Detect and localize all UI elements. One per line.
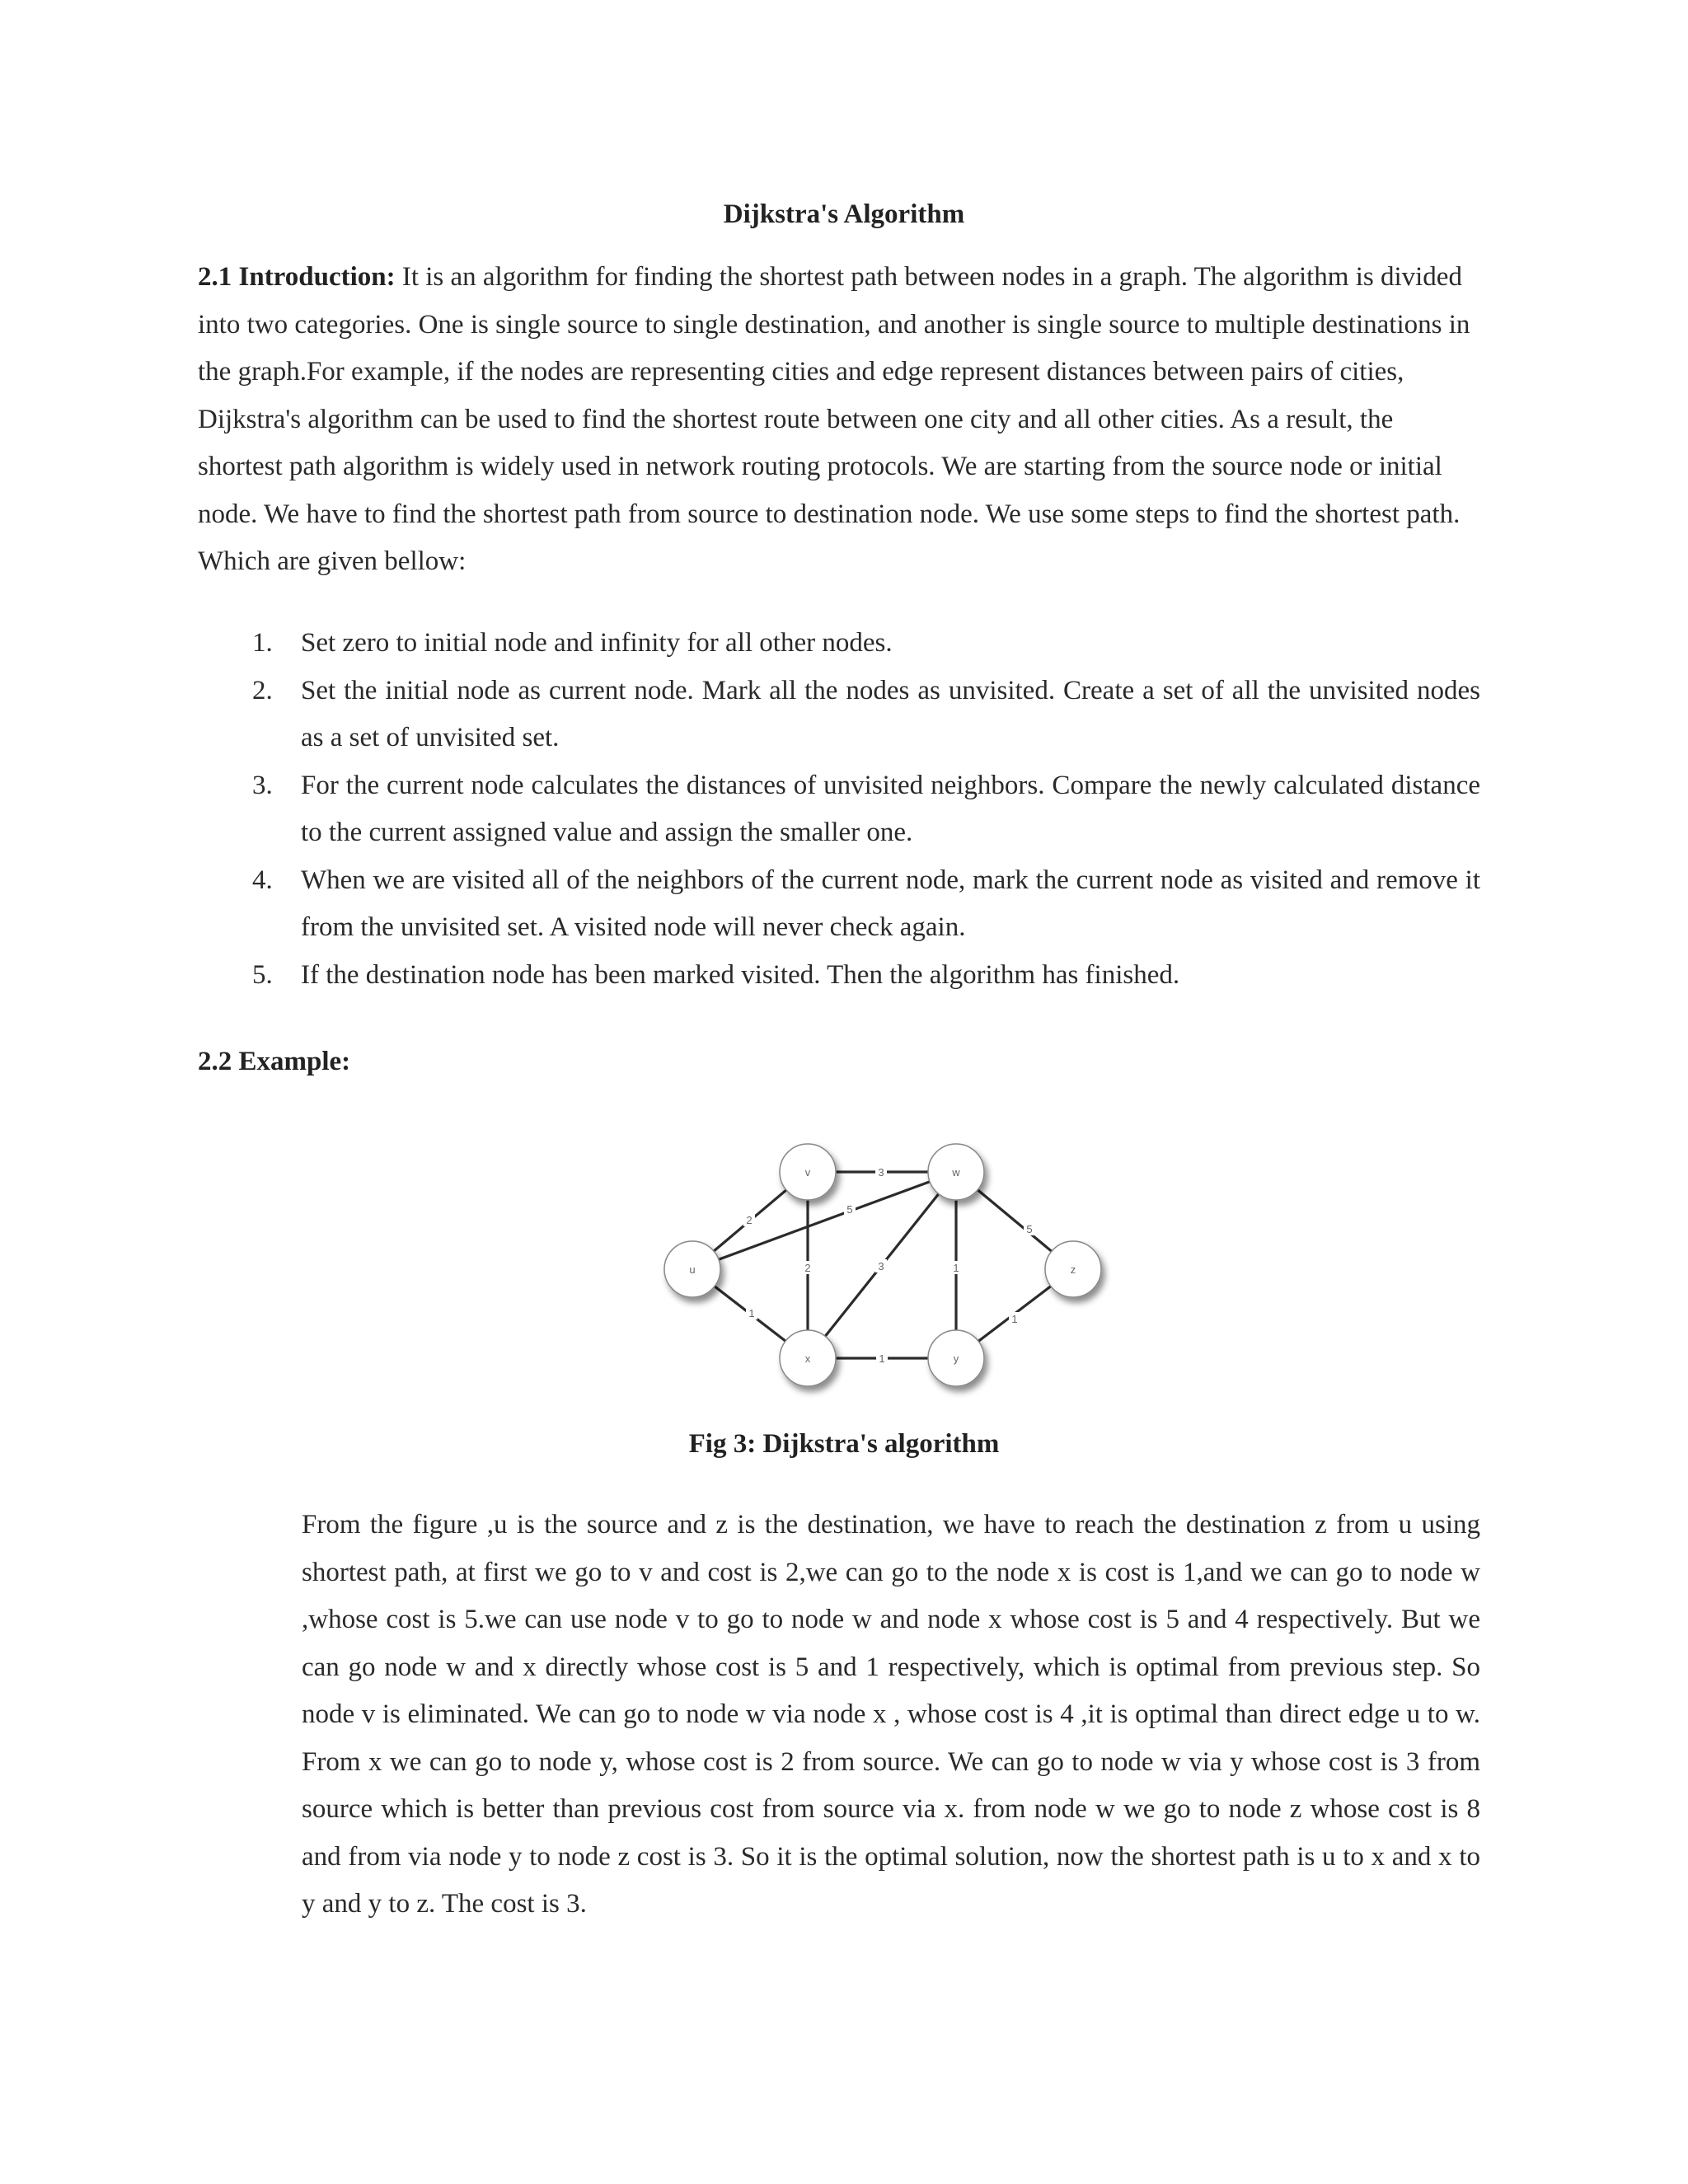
step-text: Set the initial node as current node. Mark all the nodes as unvisited. Create a set of all the unvisited nodes as a set of unvisited set. [301,675,1480,752]
list-item [198,857,1480,952]
edge-weight-w-z: 5 [1026,1223,1033,1235]
graph-diagram [651,1137,1113,1401]
algorithm-steps-list [198,620,1480,999]
step-number: 5. [252,959,273,990]
node-label-w: w [952,1166,960,1179]
step-text: If the destination node has been marked visited. Then the algorithm has finished. [301,959,1180,990]
introduction-paragraph [198,254,1480,586]
introduction-text: It is an algorithm for finding the shortest path between nodes in a graph. The algorithm is divided into two categories. One is single source to single destination, and another is single source to multiple destinations in the graph.For example, if the nodes are representing cities and edge represent distances between pairs of cities, Dijkstra's algorithm can be used to find the shortest route between one city and all other cities. As a result, the shortest path algorithm is widely used in network routing protocols. We are starting from the source node or initial node. We have to find the shortest path from source to destination node. We use some steps to find the shortest path. Which are given bellow: [198,262,1470,576]
node-label-z: z [1070,1263,1076,1276]
node-label-x: x [804,1352,811,1365]
step-text: When we are visited all of the neighbors of the current node, mark the current node as visited and remove it from the unvisited set. A visited node will never check again. [301,865,1480,942]
graph-figure [651,1137,1113,1401]
node-label-u: u [689,1263,696,1276]
edge-weight-u-x: 1 [748,1307,755,1319]
node-label-y: y [953,1352,959,1365]
step-number: 4. [252,865,273,895]
step-text: Set zero to initial node and infinity for all other nodes. [301,628,893,658]
list-item [198,762,1480,857]
list-item [198,952,1480,1000]
step-number: 1. [252,628,273,658]
edge-weight-x-y: 1 [879,1352,885,1365]
edge-weight-v-x: 2 [804,1262,811,1274]
example-heading: 2.2 Example: [198,1047,351,1076]
edge-weight-w-y: 1 [953,1262,959,1274]
step-text: For the current node calculates the distances of unvisited neighbors. Compare the newly calculated distance to the current assigned value and assign the smaller one. [301,770,1480,847]
node-label-v: v [804,1166,811,1179]
page-title: Dijkstra's Algorithm [723,199,965,229]
edge-weight-w-x: 3 [878,1260,884,1272]
step-number: 2. [252,675,273,705]
edge-weight-v-w: 3 [878,1166,884,1179]
step-number: 3. [252,770,273,800]
explanation-paragraph: From the figure ,u is the source and z is the destination, we have to reach the destination z from u using shortest path, at first we go to v and cost is 2,we can go to the node x is cost is 1,and we can go to node w ,whose cost is 5.we can use node v to go to node w and node x whose cost is 5 and 4 respectively. But we can go node w and x directly whose cost is 5 and 1 respectively, which is optimal from previous step. So node v is eliminated. We can go to node w via node x , whose cost is 4 ,it is optimal than direct edge u to w. From x we can go to node y, whose cost is 2 from source. We can go to node w via y whose cost is 3 from source which is better than previous cost from source via x. from node w we go to node z whose cost is 8 and from via node y to node z cost is 3. So it is the optimal solution, now the shortest path is u to x and x to y and y to z. The cost is 3. [302,1510,1480,1919]
edge-weight-u-w: 5 [846,1203,853,1216]
figure-caption: Fig 3: Dijkstra's algorithm [688,1429,1000,1459]
list-item [198,668,1480,762]
edge-weight-y-z: 1 [1011,1313,1018,1325]
edge-weight-u-v: 2 [746,1214,753,1226]
introduction-heading: 2.1 Introduction: [198,262,396,292]
list-item [198,620,1480,668]
